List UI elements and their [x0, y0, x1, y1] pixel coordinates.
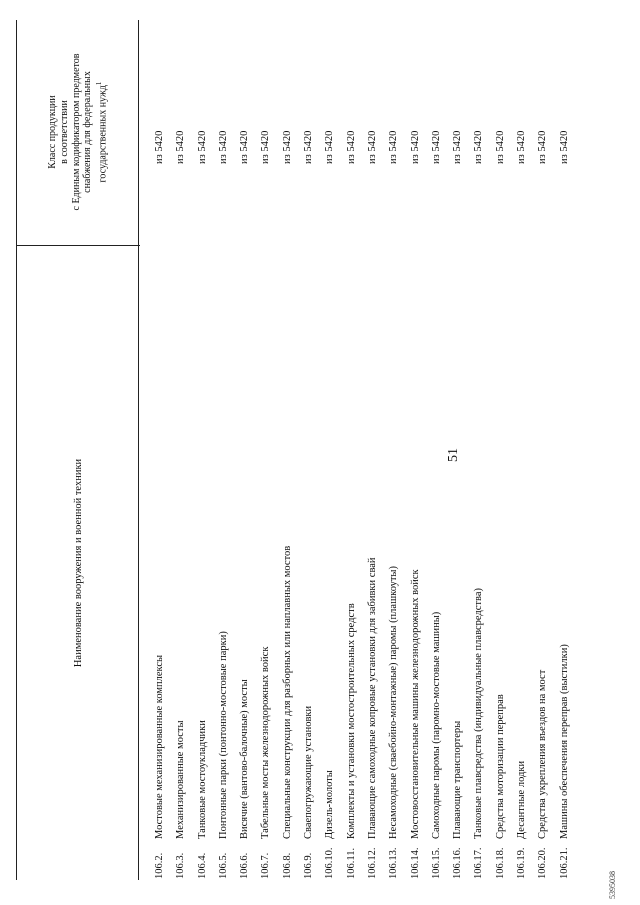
row-name: Средства моторизации переправ — [494, 694, 506, 839]
row-number: 106.6. — [239, 852, 251, 879]
row-name: Десантные лодки — [516, 760, 528, 839]
table-row — [237, 0, 258, 905]
row-class: из 5420 — [452, 130, 464, 164]
row-class: из 5420 — [175, 130, 187, 164]
row-number: 106.13. — [388, 847, 400, 879]
row-number: 106.4. — [196, 852, 208, 879]
row-class: из 5420 — [366, 130, 378, 164]
row-number: 106.16. — [452, 847, 464, 879]
table-row — [429, 0, 450, 905]
header-class-column — [18, 21, 138, 243]
row-number: 106.3. — [175, 852, 187, 879]
table-row — [322, 0, 343, 905]
row-name: Дизель-молоты — [324, 770, 336, 839]
table-row — [280, 0, 301, 905]
table-row — [493, 0, 514, 905]
row-class: из 5420 — [324, 130, 336, 164]
header-class-line: с Единым кодификатором предметов — [70, 53, 82, 211]
document-code: 5395038 — [608, 871, 617, 899]
row-class: из 5420 — [494, 130, 506, 164]
row-name: Плавающие самоходные копровые установки для забивки свай — [366, 557, 378, 839]
table-row — [365, 0, 386, 905]
row-class: из 5420 — [260, 130, 272, 164]
page-number: 51 — [446, 448, 461, 462]
row-name: Машины обеспечения переправ (выстилки) — [558, 644, 570, 839]
table-row — [535, 0, 556, 905]
table-row — [471, 0, 492, 905]
row-class: из 5420 — [303, 130, 315, 164]
table-row — [301, 0, 322, 905]
row-class: из 5420 — [409, 130, 421, 164]
row-name: Комплекты и установки мостостроительных средств — [345, 603, 357, 839]
row-number: 106.2. — [154, 852, 165, 879]
row-class: из 5420 — [239, 130, 251, 164]
row-name: Понтонные парки (понтонно-мостовые парки) — [217, 631, 229, 839]
row-number: 106.18. — [494, 847, 506, 879]
row-name: Механизированные мосты — [175, 720, 187, 839]
table-row — [195, 0, 216, 905]
header-class-line-last — [94, 54, 109, 211]
row-class: из 5420 — [388, 130, 400, 164]
header-name-column — [20, 246, 136, 880]
row-name: Средства укрепления въездов на мост — [537, 669, 549, 839]
table-row — [386, 0, 407, 905]
row-name: Несамоходные (сваебойно-монтажные) паромы (плашкоуты) — [388, 566, 400, 839]
row-name: Танковые мостоукладчики — [196, 720, 208, 839]
row-name: Самоходные паромы (паромно-мостовые машины) — [430, 611, 442, 839]
row-number: 106.21. — [558, 847, 570, 879]
row-name: Плавающие транспортеры — [452, 720, 464, 839]
footnote-marker: 1 — [94, 81, 103, 86]
table-row — [258, 0, 279, 905]
header-class-line: снабжения для федеральных — [82, 71, 94, 193]
row-class: из 5420 — [516, 130, 528, 164]
row-class: из 5420 — [196, 130, 208, 164]
row-class: из 5420 — [430, 130, 442, 164]
table-row — [173, 0, 194, 905]
table-header-rule — [138, 20, 139, 880]
row-class: из 5420 — [537, 130, 549, 164]
row-number: 106.11. — [345, 847, 357, 879]
table-row — [216, 0, 237, 905]
row-number: 106.10. — [324, 847, 336, 879]
table-row — [344, 0, 365, 905]
table-row — [557, 0, 578, 905]
row-name: Сваепогружающие установки — [303, 705, 315, 839]
row-class: из 5420 — [473, 130, 485, 164]
row-number: 106.12. — [366, 847, 378, 879]
table-body — [152, 0, 578, 905]
row-class: из 5420 — [345, 130, 357, 164]
header-class-line: Класс продукции — [47, 95, 59, 169]
table-row — [450, 0, 471, 905]
row-number: 106.20. — [537, 847, 549, 879]
row-name: Мостовые механизированные комплексы — [154, 654, 165, 839]
header-name-label: Наименование вооружения и военной техники — [72, 458, 84, 668]
table-row — [152, 0, 173, 905]
row-number: 106.17. — [473, 847, 485, 879]
row-number: 106.5. — [217, 852, 229, 879]
row-number: 106.9. — [303, 852, 315, 879]
row-name: Мостовосстановительные машины железнодорожных войск — [409, 569, 421, 839]
row-number: 106.8. — [281, 852, 293, 879]
row-class: из 5420 — [558, 130, 570, 164]
row-name: Висячие (вантово-балочные) мосты — [239, 679, 251, 839]
row-class: из 5420 — [154, 130, 165, 164]
row-class: из 5420 — [281, 130, 293, 164]
header-class-line: в соответствии — [58, 100, 70, 164]
row-number: 106.7. — [260, 852, 272, 879]
row-number: 106.19. — [516, 847, 528, 879]
table-row — [408, 0, 429, 905]
row-name: Танковые плавсредства (индивидуальные плавсредства) — [473, 588, 485, 839]
row-name: Специальные конструкции для разборных или наплавных мостов — [281, 545, 293, 839]
table-top-rule — [16, 20, 17, 880]
table-row — [514, 0, 535, 905]
row-name: Табельные мосты железнодорожных войск — [260, 646, 272, 839]
row-number: 106.15. — [430, 847, 442, 879]
row-number: 106.14. — [409, 847, 421, 879]
row-class: из 5420 — [217, 130, 229, 164]
header-class-line: государственных нужд — [97, 85, 109, 183]
